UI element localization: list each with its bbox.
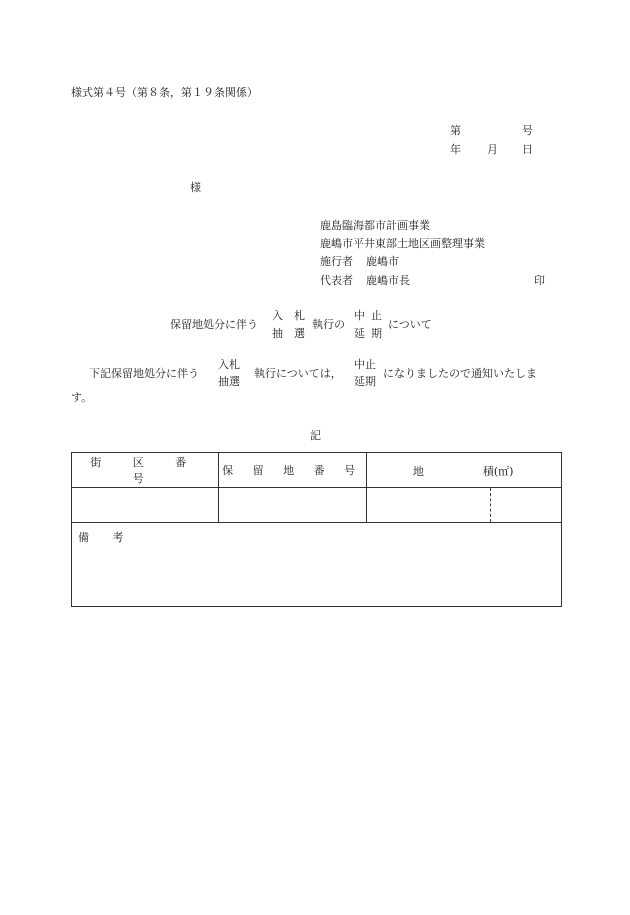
header-area-label-b: 積(㎡) <box>482 465 514 478</box>
remarks-row <box>72 523 562 607</box>
date-month: 月 <box>487 143 498 156</box>
doc-number-suffix: 号 <box>522 124 533 137</box>
doc-number-prefix: 第 <box>450 124 461 137</box>
title-opt-nyusatsu-2: 札 <box>294 309 305 322</box>
body-opt-chusen: 抽選 <box>218 375 240 388</box>
addressee-suffix: 様 <box>190 181 201 194</box>
cell-reserved-lot-number[interactable] <box>219 488 366 523</box>
form-id: 様式第４号（第８条，第１９条関係） <box>71 86 258 99</box>
sender-subproject: 鹿嶋市平井東部土地区画整理事業 <box>320 237 485 250</box>
date-year: 年 <box>450 143 461 156</box>
body-part3: になりましたので通知いたしま <box>383 367 537 380</box>
executor-label: 施行者 <box>320 255 353 268</box>
remarks-label: 備 考 <box>78 531 134 544</box>
title-opt-nyusatsu-1: 入 <box>272 309 283 322</box>
header-area-label-a: 地 <box>412 465 424 478</box>
title-part3: について <box>388 318 432 331</box>
seal-mark: 印 <box>534 274 545 287</box>
representative-label: 代表者 <box>320 274 353 287</box>
title-opt-chushi-1: 中 <box>354 309 365 322</box>
body-opt-nyusatsu: 入札 <box>218 358 240 371</box>
ki-heading: 記 <box>310 429 321 442</box>
table-header-row <box>72 453 562 488</box>
body-opt-enki: 延期 <box>354 375 376 388</box>
header-block-number: 街 区 番 号 <box>72 453 219 488</box>
title-opt-enki-1: 延 <box>354 327 365 340</box>
title-part1: 保留地処分に伴う <box>170 318 258 331</box>
executor-value: 鹿嶋市 <box>366 255 399 268</box>
header-reserved-lot-number: 保 留 地 番 号 <box>219 453 366 488</box>
body-opt-chushi: 中止 <box>354 358 376 371</box>
date-day: 日 <box>522 143 533 156</box>
body-part1: 下記保留地処分に伴う <box>89 367 199 380</box>
body-part2: 執行については， <box>254 367 342 380</box>
title-opt-enki-2: 期 <box>371 327 382 340</box>
remarks-cell[interactable] <box>72 523 562 607</box>
header-area <box>366 453 561 488</box>
title-opt-chusen-2: 選 <box>294 327 305 340</box>
sender-project: 鹿島臨海都市計画事業 <box>320 219 430 232</box>
body-part4: す。 <box>71 391 93 404</box>
table-row <box>72 488 562 523</box>
title-part2: 執行の <box>312 318 345 331</box>
parcel-table <box>71 452 562 607</box>
title-opt-chushi-2: 止 <box>371 309 382 322</box>
cell-area[interactable] <box>366 488 561 523</box>
representative-value: 鹿嶋市長 <box>366 274 410 287</box>
title-opt-chusen-1: 抽 <box>272 327 283 340</box>
cell-block-number[interactable] <box>72 488 219 523</box>
decimal-divider <box>490 488 491 522</box>
